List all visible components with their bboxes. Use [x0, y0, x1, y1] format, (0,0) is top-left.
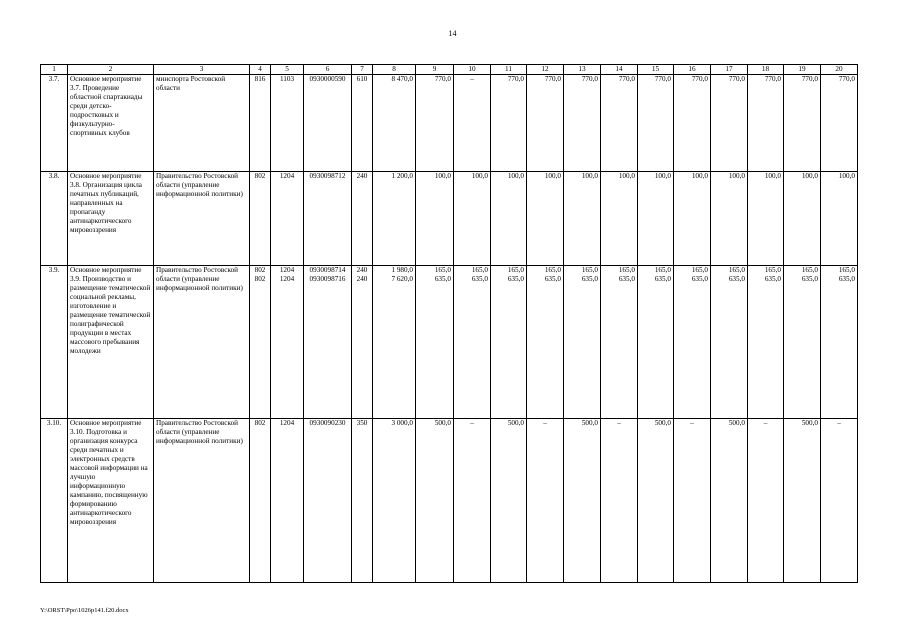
cell-value: 500,0: [581, 419, 598, 427]
cell-value: 1204: [279, 172, 295, 180]
amount-cell: [373, 266, 416, 419]
amount-cell: [373, 172, 416, 266]
cell-value: 100,0: [838, 172, 855, 180]
budget-code-cell: [250, 419, 271, 583]
page-number: 14: [448, 29, 457, 38]
budget-code-cell: [271, 75, 304, 172]
measure-name: Основное мероприятие 3.7. Проведение областной спартакиады среди детско-подростковых и физкультурно-спортивных клубов: [68, 75, 154, 172]
column-header-13: 13: [564, 65, 601, 75]
cell-value: 100,0: [618, 172, 635, 180]
cell-value: 165,0: [471, 266, 488, 274]
cell-value: 3 000,0: [391, 419, 413, 427]
amount-cell: [748, 419, 784, 583]
cell-value: 350: [356, 419, 368, 427]
cell-value: 770,0: [654, 75, 671, 83]
budget-code-cell: [250, 266, 271, 419]
amount-cell: [784, 172, 821, 266]
cell-value: 635,0: [581, 275, 598, 283]
amount-cell: [416, 172, 454, 266]
amount-cell: [711, 266, 748, 419]
amount-cell: [527, 419, 564, 583]
cell-value: 635,0: [434, 275, 451, 283]
cell-value: 1103: [279, 75, 295, 83]
amount-cell: [748, 172, 784, 266]
column-header-5: 5: [271, 65, 304, 75]
amount-cell: [748, 75, 784, 172]
cell-value: 635,0: [507, 275, 524, 283]
column-header-11: 11: [491, 65, 527, 75]
amount-cell: [564, 419, 601, 583]
amount-cell: [416, 266, 454, 419]
amount-cell: [373, 75, 416, 172]
cell-value: 802: [254, 266, 266, 274]
table-row: [41, 75, 858, 172]
cell-value: 635,0: [618, 275, 635, 283]
column-header-9: 9: [416, 65, 454, 75]
measure-name: Основное мероприятие 3.8. Организация цикла печатных публикаций, направленных на пропаганду антинаркотического мировоззрения: [68, 172, 154, 266]
amount-cell: [416, 75, 454, 172]
amount-cell: [564, 172, 601, 266]
cell-value: 802: [254, 172, 266, 180]
cell-value: 0930090230: [309, 419, 346, 427]
amount-cell: [821, 172, 858, 266]
cell-value: 1204: [279, 419, 295, 427]
amount-cell: [454, 172, 491, 266]
cell-value: 100,0: [581, 172, 598, 180]
budget-code-cell: [250, 172, 271, 266]
cell-value: 240: [356, 172, 368, 180]
cell-value: 165,0: [507, 266, 524, 274]
amount-cell: [491, 419, 527, 583]
cell-value: 240: [356, 275, 368, 283]
cell-value: 802: [254, 419, 266, 427]
amount-cell: [711, 75, 748, 172]
cell-value: 8 470,0: [391, 75, 413, 83]
column-header-4: 4: [250, 65, 271, 75]
cell-value: 100,0: [801, 172, 818, 180]
amount-cell: [564, 266, 601, 419]
amount-cell: [674, 172, 711, 266]
cell-value: 100,0: [728, 172, 745, 180]
executor-name: минспорта Ростовской области: [154, 75, 250, 172]
cell-value: 100,0: [654, 172, 671, 180]
cell-value: 100,0: [507, 172, 524, 180]
cell-value: 165,0: [691, 266, 708, 274]
cell-value: 0930098714: [309, 266, 346, 274]
column-header-7: 7: [352, 65, 373, 75]
cell-value: 770,0: [691, 75, 708, 83]
cell-value: 100,0: [471, 172, 488, 180]
cell-value: 500,0: [654, 419, 671, 427]
cell-value: 100,0: [691, 172, 708, 180]
amount-cell: [674, 75, 711, 172]
cell-value: 770,0: [507, 75, 524, 83]
budget-code-cell: [352, 172, 373, 266]
cell-value: 165,0: [838, 266, 855, 274]
cell-value: 500,0: [434, 419, 451, 427]
amount-cell: [564, 75, 601, 172]
amount-cell: [527, 266, 564, 419]
cell-value: 165,0: [434, 266, 451, 274]
budget-table: [40, 64, 858, 583]
cell-value: 635,0: [801, 275, 818, 283]
row-number: 3.9.: [41, 266, 68, 419]
budget-code-cell: [271, 419, 304, 583]
cell-value: 100,0: [764, 172, 781, 180]
cell-value: –: [690, 419, 694, 427]
cell-value: 7 620,0: [391, 275, 413, 283]
column-header-3: 3: [154, 65, 250, 75]
amount-cell: [527, 75, 564, 172]
cell-value: –: [543, 419, 547, 427]
cell-value: 240: [356, 266, 368, 274]
cell-value: 0930098712: [309, 172, 346, 180]
row-number: 3.7.: [41, 75, 68, 172]
cell-value: 500,0: [728, 419, 745, 427]
column-header-18: 18: [748, 65, 784, 75]
column-header-1: 1: [41, 65, 68, 75]
cell-value: 635,0: [654, 275, 671, 283]
row-number: 3.10.: [41, 419, 68, 583]
table-row: [41, 266, 858, 419]
cell-value: –: [617, 419, 621, 427]
column-header-20: 20: [821, 65, 858, 75]
cell-value: 816: [254, 75, 266, 83]
executor-name: Правительство Ростовской области (управление информационной политики): [154, 419, 250, 583]
budget-code-cell: [271, 266, 304, 419]
cell-value: 1 980,0: [391, 266, 413, 274]
column-number-row: [41, 65, 858, 75]
amount-cell: [784, 419, 821, 583]
budget-code-cell: [304, 75, 352, 172]
budget-code-cell: [304, 172, 352, 266]
amount-cell: [711, 172, 748, 266]
cell-value: 635,0: [838, 275, 855, 283]
amount-cell: [373, 419, 416, 583]
cell-value: 635,0: [764, 275, 781, 283]
cell-value: 770,0: [581, 75, 598, 83]
amount-cell: [601, 419, 638, 583]
column-header-12: 12: [527, 65, 564, 75]
cell-value: 165,0: [544, 266, 561, 274]
column-header-8: 8: [373, 65, 416, 75]
amount-cell: [601, 266, 638, 419]
cell-value: 500,0: [801, 419, 818, 427]
cell-value: –: [470, 75, 474, 83]
measure-name: Основное мероприятие 3.9. Производство и размещение тематической социальной рекламы, изготовление и размещение тематической полиграфической продукции в местах массового пребывания молодежи: [68, 266, 154, 419]
cell-value: 500,0: [507, 419, 524, 427]
cell-value: 0930098716: [309, 275, 346, 283]
amount-cell: [454, 419, 491, 583]
column-header-15: 15: [638, 65, 674, 75]
amount-cell: [674, 419, 711, 583]
table-row: [41, 172, 858, 266]
amount-cell: [784, 75, 821, 172]
cell-value: 770,0: [764, 75, 781, 83]
amount-cell: [491, 75, 527, 172]
cell-value: 165,0: [654, 266, 671, 274]
amount-cell: [416, 419, 454, 583]
amount-cell: [638, 172, 674, 266]
amount-cell: [491, 266, 527, 419]
cell-value: 165,0: [764, 266, 781, 274]
table-row: [41, 419, 858, 583]
cell-value: 165,0: [728, 266, 745, 274]
budget-code-cell: [352, 419, 373, 583]
amount-cell: [711, 419, 748, 583]
executor-name: Правительство Ростовской области (управление информационной политики): [154, 172, 250, 266]
cell-value: 0930000590: [309, 75, 346, 83]
amount-cell: [454, 266, 491, 419]
column-header-17: 17: [711, 65, 748, 75]
amount-cell: [601, 172, 638, 266]
cell-value: 1204: [279, 275, 295, 283]
cell-value: 770,0: [618, 75, 635, 83]
cell-value: 100,0: [434, 172, 451, 180]
cell-value: –: [763, 419, 768, 427]
file-path-footer: Y:\ORST\Ppo\1026p141.f20.docx: [40, 607, 129, 614]
column-header-6: 6: [304, 65, 352, 75]
cell-value: 610: [356, 75, 368, 83]
amount-cell: [821, 419, 858, 583]
cell-value: 635,0: [471, 275, 488, 283]
cell-value: 770,0: [728, 75, 745, 83]
cell-value: –: [837, 419, 841, 427]
cell-value: 165,0: [581, 266, 598, 274]
budget-code-cell: [271, 172, 304, 266]
budget-code-cell: [304, 419, 352, 583]
amount-cell: [638, 266, 674, 419]
column-header-16: 16: [674, 65, 711, 75]
cell-value: –: [470, 419, 474, 427]
cell-value: 802: [254, 275, 266, 283]
column-header-19: 19: [784, 65, 821, 75]
amount-cell: [784, 266, 821, 419]
amount-cell: [527, 172, 564, 266]
amount-cell: [748, 266, 784, 419]
amount-cell: [821, 266, 858, 419]
cell-value: 770,0: [544, 75, 561, 83]
row-number: 3.8.: [41, 172, 68, 266]
column-header-14: 14: [601, 65, 638, 75]
cell-value: 100,0: [544, 172, 561, 180]
budget-code-cell: [352, 75, 373, 172]
column-header-10: 10: [454, 65, 491, 75]
cell-value: 1204: [279, 266, 295, 274]
cell-value: 770,0: [838, 75, 855, 83]
budget-code-cell: [304, 266, 352, 419]
cell-value: 165,0: [618, 266, 635, 274]
cell-value: 635,0: [728, 275, 745, 283]
amount-cell: [491, 172, 527, 266]
cell-value: 1 200,0: [391, 172, 413, 180]
cell-value: 770,0: [801, 75, 818, 83]
budget-code-cell: [250, 75, 271, 172]
amount-cell: [638, 75, 674, 172]
measure-name: Основное мероприятие 3.10. Подготовка и организация конкурса среди печатных и электронных средств массовой информации на лучшую информационную кампанию, посвященную формированию антинаркотического мировоззрения: [68, 419, 154, 583]
budget-code-cell: [352, 266, 373, 419]
amount-cell: [638, 419, 674, 583]
amount-cell: [821, 75, 858, 172]
cell-value: 635,0: [544, 275, 561, 283]
column-header-2: 2: [68, 65, 154, 75]
executor-name: Правительство Ростовской области (управление информационной политики): [154, 266, 250, 419]
amount-cell: [454, 75, 491, 172]
cell-value: 770,0: [434, 75, 451, 83]
amount-cell: [601, 75, 638, 172]
cell-value: 165,0: [801, 266, 818, 274]
amount-cell: [674, 266, 711, 419]
cell-value: 635,0: [691, 275, 708, 283]
